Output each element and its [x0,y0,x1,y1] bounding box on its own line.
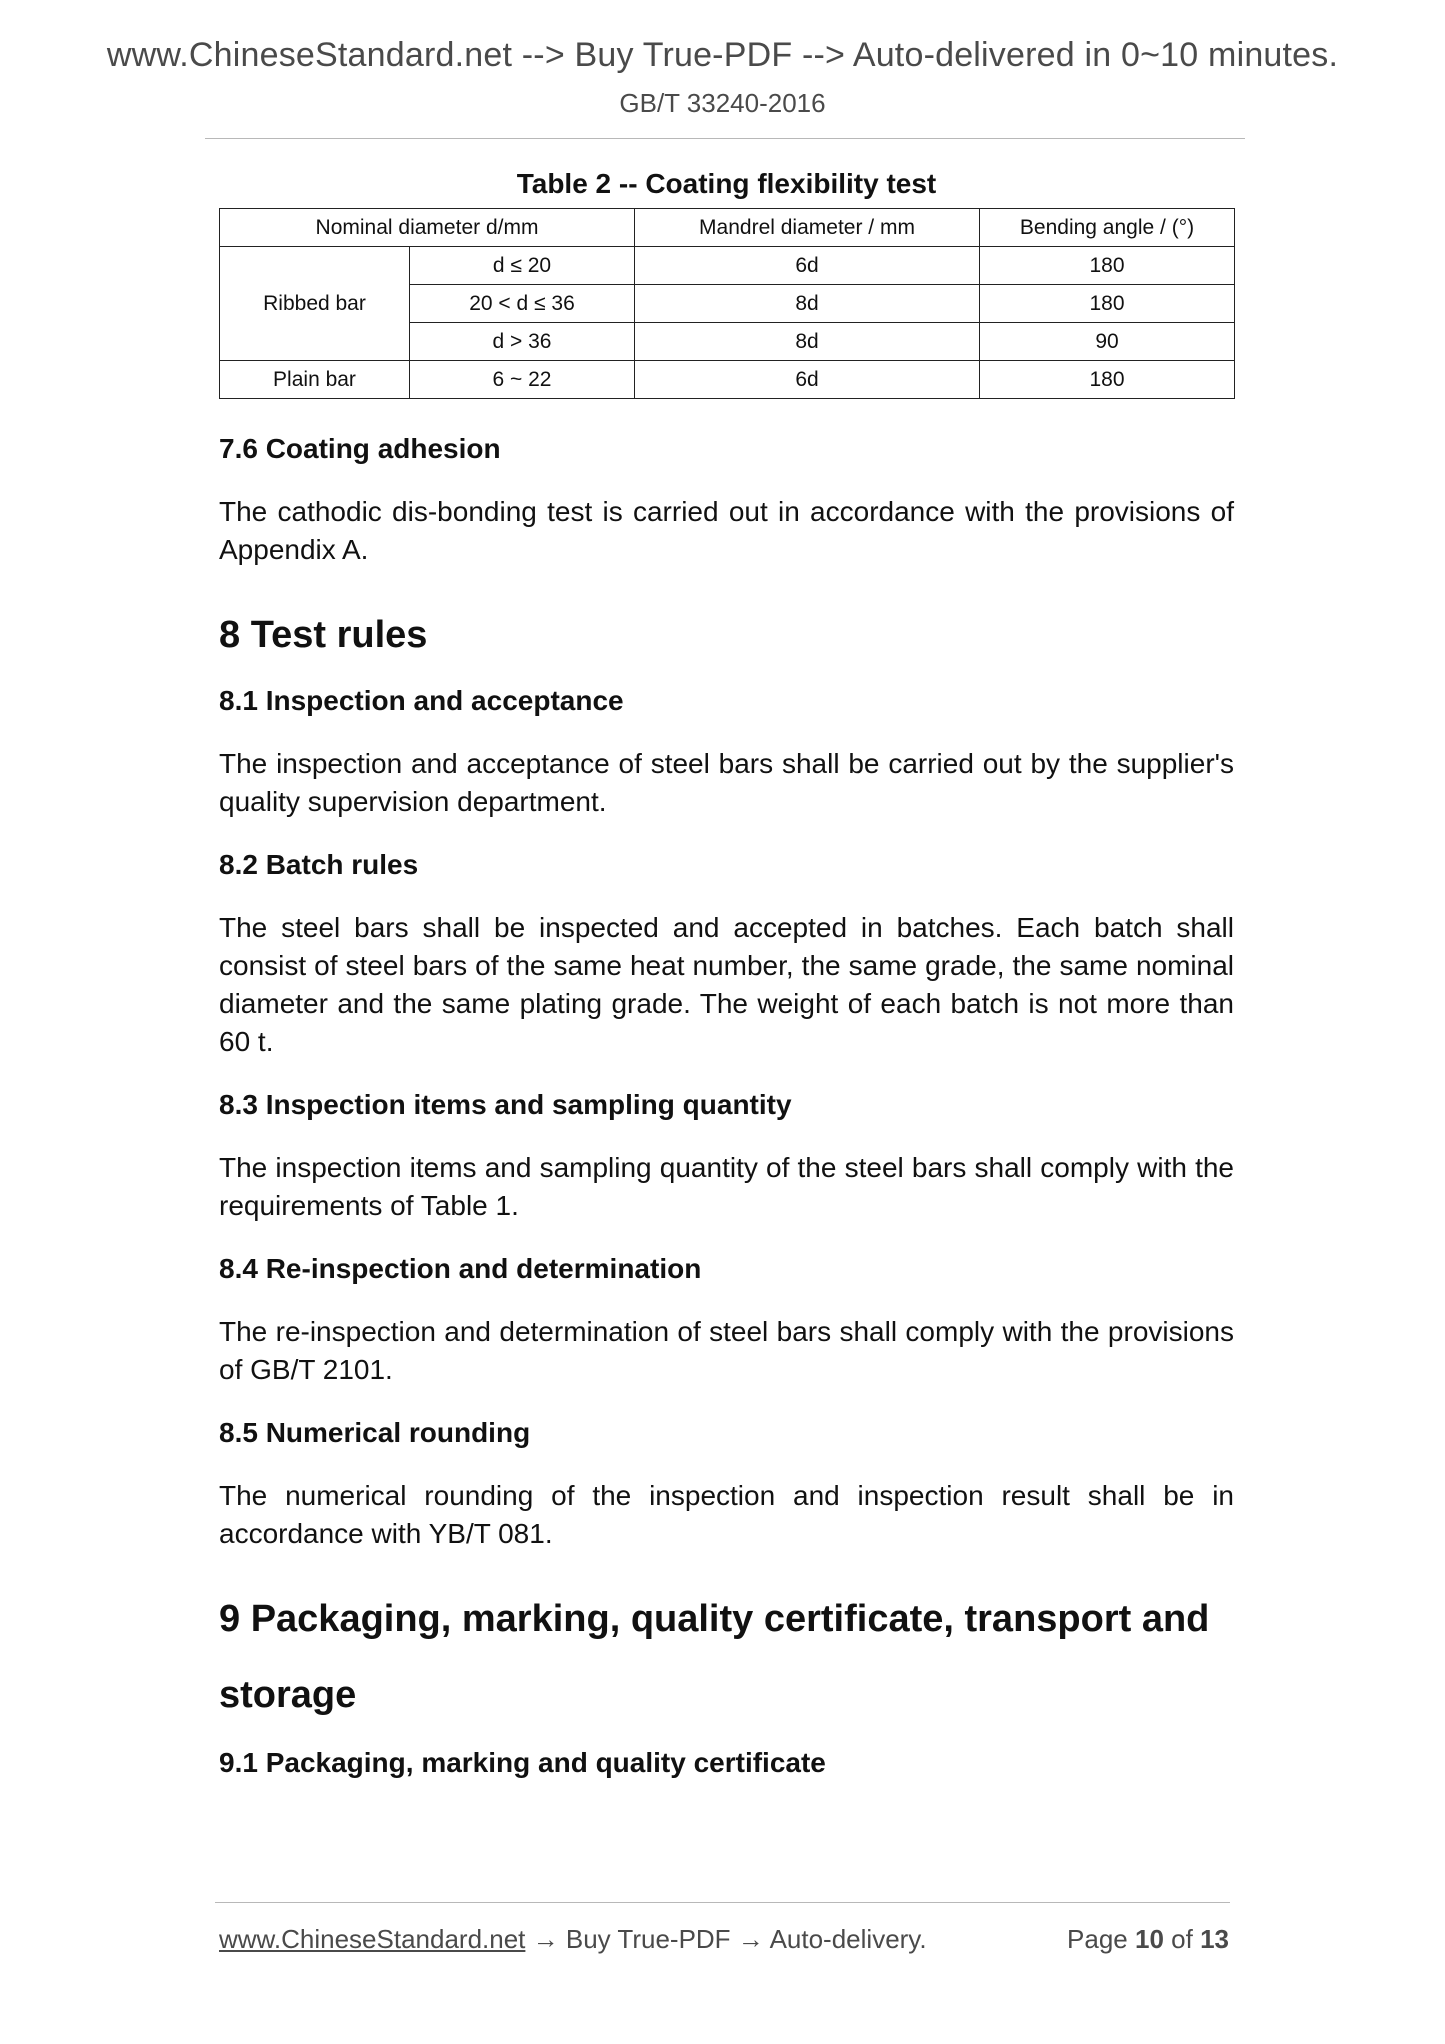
heading-8-5: 8.5 Numerical rounding [219,1417,531,1448]
table-header-cell: Mandrel diameter / mm [635,209,980,247]
current-page-number: 10 [1135,1924,1164,1954]
table-row [220,247,1235,285]
heading-9: 9 Packaging, marking, quality certificate, transport and storage [219,1598,1210,1716]
of-word: of [1171,1924,1193,1954]
table-cell: 90 [980,323,1235,361]
table-caption: Table 2 -- Coating flexibility test [516,168,937,199]
table-cell: 20 < d ≤ 36 [410,285,635,323]
paragraph-7-6: The cathodic dis-bonding test is carried out in accordance with the provisions of Appendix A. [219,496,1234,565]
paragraph-8-2: The steel bars shall be inspected and accepted in batches. Each batch shall consist of steel bars of the same heat number, the same grade, the same nominal diameter and the same plating grade. The weight of each batch is not more than 60 t. [219,912,1234,1057]
heading-8-3: 8.3 Inspection items and sampling quantity [219,1089,792,1120]
table-cell: d ≤ 20 [410,247,635,285]
table-header-row [220,209,1235,247]
table-cell: 180 [980,285,1235,323]
paragraph-8-3: The inspection items and sampling quantity of the steel bars shall comply with the requirements of Table 1. [219,1152,1234,1221]
paragraph-8-4: The re-inspection and determination of steel bars shall comply with the provisions of GB/T 2101. [219,1316,1234,1385]
table-cell: 8d [635,323,980,361]
table-header-cell: Bending angle / (°) [980,209,1235,247]
table-cell: 6 ~ 22 [410,361,635,399]
heading-9-1: 9.1 Packaging, marking and quality certificate [219,1747,826,1778]
paragraph-8-1: The inspection and acceptance of steel bars shall be carried out by the supplier's quality supervision department. [219,748,1234,817]
heading-8-1: 8.1 Inspection and acceptance [219,685,624,716]
table-cell: 180 [980,361,1235,399]
table-cell-bar-type: Ribbed bar [220,247,410,361]
heading-7-6: 7.6 Coating adhesion [219,433,501,464]
footer-site-link[interactable]: www.ChineseStandard.net [219,1924,526,1954]
table-cell: 6d [635,361,980,399]
site-banner: www.ChineseStandard.net --> Buy True-PDF --> Auto-delivered in 0~10 minutes. [106,36,1339,74]
coating-flexibility-table [219,208,1235,399]
page-word: Page [1067,1924,1128,1954]
page-indicator [1067,1924,1229,1955]
table-row [220,361,1235,399]
table-cell: 6d [635,247,980,285]
footer-tagline: → Buy True-PDF → Auto-delivery. [525,1924,927,1954]
heading-8-4: 8.4 Re-inspection and determination [219,1253,702,1284]
table-cell-bar-type: Plain bar [220,361,410,399]
paragraph-8-5: The numerical rounding of the inspection and inspection result shall be in accordance with YB/T 081. [219,1480,1234,1549]
page-content [219,168,1234,1779]
table-cell: 8d [635,285,980,323]
table-cell: 180 [980,247,1235,285]
footer-divider [215,1902,1230,1903]
page-footer [219,1924,1229,1955]
table-header-cell: Nominal diameter d/mm [220,209,635,247]
document-id: GB/T 33240-2016 [619,88,826,118]
heading-8-2: 8.2 Batch rules [219,849,419,880]
header-divider [205,138,1245,139]
heading-8: 8 Test rules [219,614,428,656]
table-cell: d > 36 [410,323,635,361]
total-pages-number: 13 [1200,1924,1229,1954]
